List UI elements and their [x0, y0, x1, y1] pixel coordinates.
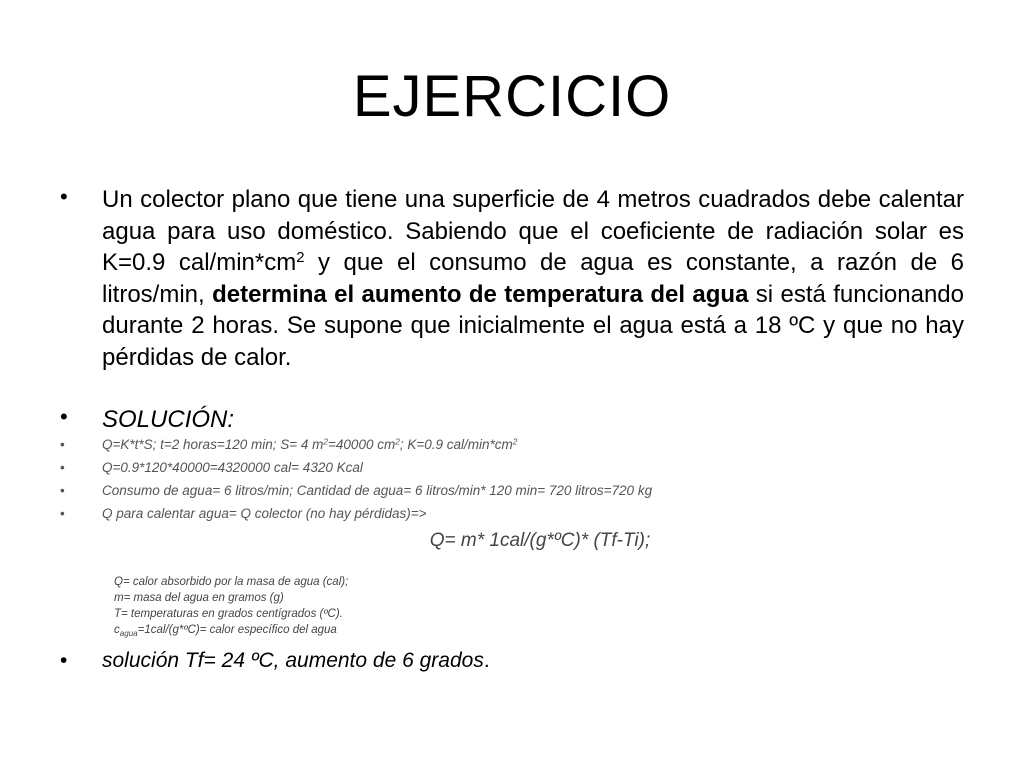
bullet-icon: • [60, 437, 65, 452]
step-text-3: Consumo de agua= 6 litros/min; Cantidad de agua= 6 litros/min* 120 min= 720 litros=720 kg [102, 483, 653, 498]
step-item-4 [60, 506, 427, 522]
problem-bullet-item [60, 184, 964, 373]
bullet-icon: • [60, 483, 65, 498]
step-text-1: Q=K*t*S; t=2 horas=120 min; S= 4 $m^2=40000$ $cm^2$; K=0.9 cal/$\min*cm^2$ [102, 436, 518, 452]
legend-note-c: $c_{agua}=1cal/(g*ºC)=$ calor específico del agua [114, 624, 337, 638]
step-item-1 [60, 437, 517, 453]
step-item-3 [60, 483, 652, 499]
heat-formula: Q= m* 1cal/(g*ºC)* (Tf-Ti); [429, 530, 651, 551]
final-answer-item [60, 648, 490, 674]
bullet-icon: • [60, 649, 68, 672]
bullet-icon: • [60, 184, 68, 209]
bullet-icon: • [60, 506, 65, 521]
bullet-icon: • [60, 404, 68, 429]
step-text-4: Q para calentar agua= Q colector (no hay pérdidas)=> [102, 506, 427, 521]
slide-title: EJERCICIO [352, 64, 672, 129]
problem-emphasis: determina el aumento de temperatura del agua [212, 280, 749, 308]
final-answer: solución Tf= 24 ºC, aumento de 6 grados. [102, 649, 490, 672]
solution-heading-item [60, 404, 964, 436]
step-item-2 [60, 460, 363, 476]
bullet-icon: • [60, 460, 65, 475]
legend-note-m: m= masa del agua en gramos (g) [114, 592, 284, 604]
legend-note-q: Q= calor absorbido por la masa de agua (cal); [114, 576, 349, 588]
step-text-2: Q=0.9*120*40000=4320000 cal= 4320 Kcal [102, 460, 363, 475]
solution-heading: SOLUCIÓN: [102, 406, 235, 433]
problem-statement: Un colector plano que tiene una superficie de 4 metros cuadrados debe calentar agua para uso doméstico. Sabiendo que el coeficiente de radiación solar es K=0.9 cal/$\min*cm^2$ y que el consumo de agua es constante, a razón de 6 litros/min, determina el aumento de temperatura del agua si está funcionando durante 2 horas. Se supone que inicialmente el agua está a 18 ºC y que no hay pérdidas de calor. [102, 186, 965, 371]
legend-note-t: T= temperaturas en grados centígrados (ºC). [114, 608, 343, 620]
